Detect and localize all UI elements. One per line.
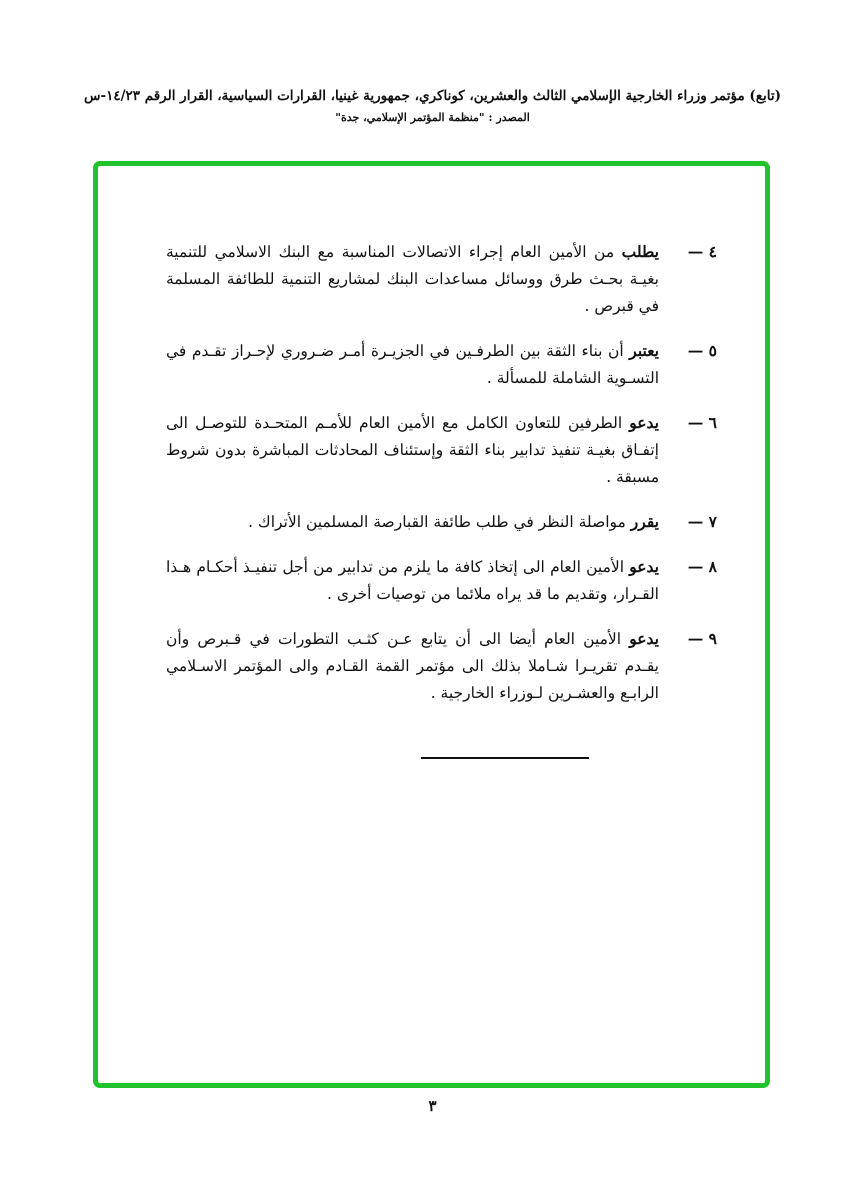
- clause-text: [166, 625, 659, 707]
- clause-keyword: يقرر: [630, 512, 659, 531]
- clause-item-7: [166, 508, 717, 536]
- clause-number: ٦ —: [687, 413, 717, 432]
- clause-text: [166, 337, 659, 392]
- clause-number: ٩ —: [687, 629, 717, 648]
- resolution-clauses: [98, 166, 765, 759]
- clause-text: [166, 409, 659, 491]
- signature-separator-line: [421, 757, 589, 759]
- clause-body-text: مواصلة النظر في طلب طائفة القبارصة المسلمين الأتراك .: [248, 513, 626, 531]
- clause-body-text: من الأمين العام إجراء الاتصالات المناسبة مع البنك الاسلامي للتنمية بغيـة بحـث طرق ووسائل مساعدات البنك لمشاريع التنمية للطائفة المسلمة في قبرص .: [166, 243, 659, 315]
- clause-text: [166, 238, 659, 320]
- clause-item-5: [166, 337, 717, 392]
- document-header: [40, 88, 825, 124]
- clause-number: ٧ —: [687, 512, 717, 531]
- header-title-line: (تابع) مؤتمر وزراء الخارجية الإسلامي الثالث والعشرين، كوناكري، جمهورية غينيا، القرارات السياسية، القرار الرقم ١٤/٢٣-س: [84, 88, 781, 104]
- clause-text: [166, 508, 659, 536]
- clause-item-8: [166, 553, 717, 608]
- green-highlight-box: [93, 161, 770, 1088]
- clause-number: ٤ —: [687, 242, 717, 261]
- clause-number: ٨ —: [687, 557, 717, 576]
- clause-keyword: يعتبر: [629, 341, 659, 360]
- clause-keyword: يدعو: [629, 413, 659, 432]
- clause-body-text: الأمين العام أيضا الى أن يتابع عـن كثـب التطورات في قـبرص وأن يقـدم تقريـرا شـاملا بذلك الى مؤتمر القمة القـادم والى المؤتمر الاسـلامي الرابـع والعشـرين لـوزراء الخارجية .: [166, 630, 659, 702]
- clause-body-text: أن بناء الثقة بين الطرفـين في الجزيـرة أمـر ضـروري لإحـراز تقـدم في التسـوية الشاملة للمسألة .: [166, 342, 659, 387]
- clause-keyword: يدعو: [629, 557, 659, 576]
- clause-number: ٥ —: [687, 341, 717, 360]
- clause-keyword: يطلب: [621, 242, 659, 261]
- clause-keyword: يدعو: [629, 629, 659, 648]
- clause-item-9: [166, 625, 717, 707]
- clause-body-text: الأمين العام الى إتخاذ كافة ما يلزم من تدابير من أجل تنفيـذ أحكـام هـذا القـرار، وتقديم ما قد يراه ملائما من توصيات أخرى .: [166, 558, 659, 603]
- clause-text: [166, 553, 659, 608]
- clause-item-4: [166, 238, 717, 320]
- clause-body-text: الطرفين للتعاون الكامل مع الأمين العام للأمـم المتحـدة للتوصـل الى إتفـاق بغيـة تنفيذ تدابير بناء الثقة وإستئناف المحادثات المباشرة بدون شروط مسبقة .: [166, 414, 659, 486]
- page-number: ٣: [428, 1097, 437, 1115]
- header-source-line: المصدر : "منظمة المؤتمر الإسلامي، جدة": [335, 111, 530, 124]
- clause-item-6: [166, 409, 717, 491]
